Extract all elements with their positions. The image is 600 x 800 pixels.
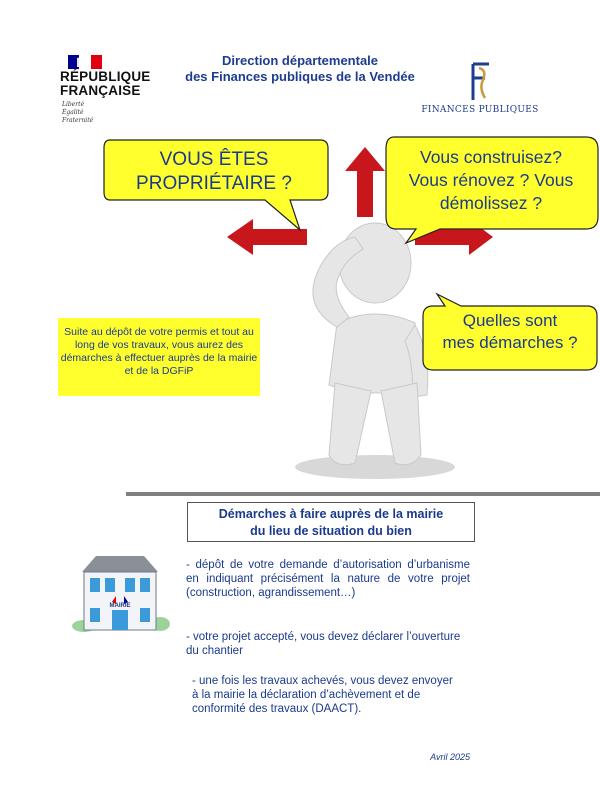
republic-motto: Liberté Égalité Fraternité	[62, 101, 94, 124]
info-box: Suite au dépôt de votre permis et tout au long de vos travaux, vous aurez des démarches à effectuer auprès de la mairie et de la DGFiP	[58, 318, 260, 396]
finances-publiques-logo-icon	[465, 60, 493, 102]
mairie-section-title: Démarches à faire auprès de la mairie du lieu de situation du bien	[187, 502, 475, 542]
finances-publiques-name: FINANCES PUBLIQUES	[421, 105, 539, 115]
town-hall-icon	[68, 552, 172, 634]
step-completion: - une fois les travaux achevés, vous devez envoyer à la mairie la déclaration d’achèvement et de conformité des travaux (DAACT).	[192, 675, 453, 715]
mairie-label: MAIRIE	[109, 603, 131, 609]
direction-title: Direction départementale des Finances publiques de la Vendée	[185, 53, 415, 84]
arrow-up-icon	[345, 147, 385, 217]
document-date: Avril 2025	[430, 752, 470, 762]
owner-bubble: VOUS ÊTES PROPRIÉTAIRE ?	[136, 149, 292, 194]
steps-bubble: Quelles sont mes démarches ?	[442, 311, 578, 352]
step-authorization: - dépôt de votre demande d’autorisation d’urbanisme en indiquant précisément la nature de votre projet (construction, agrandissement…)	[186, 559, 470, 599]
works-bubble: Vous construisez? Vous rénovez ? Vous démolissez ?	[408, 147, 574, 213]
section-divider	[126, 492, 600, 496]
step-site-opening: - votre projet accepté, vous devez déclarer l’ouverture du chantier	[186, 631, 461, 657]
republic-name: RÉPUBLIQUE FRANÇAISE	[60, 69, 151, 98]
marianne-flag-logo	[68, 55, 102, 69]
